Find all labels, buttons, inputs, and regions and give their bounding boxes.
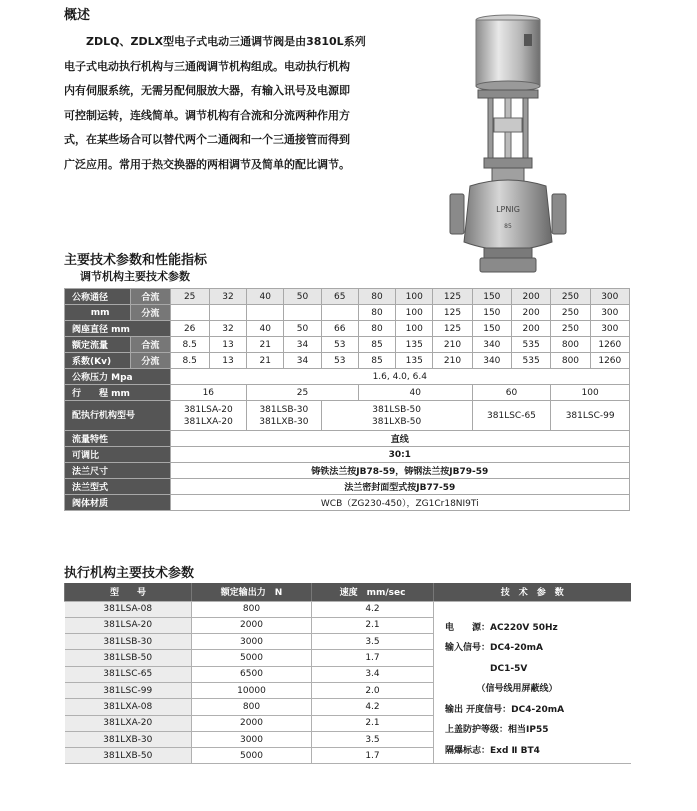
model-cell: 381LXB-30 xyxy=(65,731,192,747)
split-label: 分流 xyxy=(131,305,170,321)
valve-brand-text: LPNIG xyxy=(496,205,520,214)
cell: 340 xyxy=(472,337,511,353)
pressure-value: 1.6, 4.0, 6.4 xyxy=(170,369,629,385)
cell: 80 xyxy=(358,305,395,321)
cell: 26 xyxy=(170,321,209,337)
model-cell: 381LSB-50 xyxy=(65,650,192,666)
tech-subheading: 调节机构主要技术参数 xyxy=(80,270,190,283)
speed-cell: 4.2 xyxy=(312,699,434,715)
cell: 150 xyxy=(472,321,511,337)
cell: 16 xyxy=(170,385,247,401)
actuator-cell: 381LSC-65 xyxy=(472,401,551,431)
model-cell: 381LXA-08 xyxy=(65,699,192,715)
model-cell: 381LSB-30 xyxy=(65,634,192,650)
cell: 100 xyxy=(396,321,433,337)
flow-char-value: 直线 xyxy=(170,431,629,447)
flow-label-1: 额定流量 xyxy=(65,337,131,353)
cell: 135 xyxy=(396,337,433,353)
cell xyxy=(321,305,358,321)
valve-image xyxy=(448,14,578,276)
speed-cell: 4.2 xyxy=(312,601,434,617)
model-cell: 381LSC-65 xyxy=(65,666,192,682)
cell: 21 xyxy=(247,337,284,353)
cell xyxy=(284,305,321,321)
speed-cell: 3.5 xyxy=(312,731,434,747)
model-cell: 381LSA-20 xyxy=(65,617,192,633)
cell: 340 xyxy=(472,353,511,369)
cell: 40 xyxy=(247,289,284,305)
force-cell: 6500 xyxy=(192,666,312,682)
cell xyxy=(170,305,209,321)
merge-label: 合流 xyxy=(131,337,170,353)
table-row xyxy=(65,353,630,369)
param-line: 上盖防护等级：相当IP55 xyxy=(445,725,549,735)
force-cell: 5000 xyxy=(192,650,312,666)
cell: 80 xyxy=(358,321,395,337)
flange-size-value: 铸铁法兰按JB78-59，铸钢法兰按JB79-59 xyxy=(170,463,629,479)
model-cell: 381LSA-08 xyxy=(65,601,192,617)
adjust-label: 可调比 xyxy=(65,447,171,463)
speed-cell: 1.7 xyxy=(312,650,434,666)
cell: 250 xyxy=(551,305,590,321)
cell: 125 xyxy=(433,305,472,321)
actuator-model: 381LXB-50 xyxy=(372,416,422,427)
force-cell: 3000 xyxy=(192,731,312,747)
actuator-model: 381LSA-20 xyxy=(183,404,233,415)
cell: 300 xyxy=(590,321,629,337)
cell: 53 xyxy=(321,353,358,369)
force-cell: 2000 xyxy=(192,715,312,731)
cell: 100 xyxy=(396,289,433,305)
param-line: 输入信号：DC4-20mA xyxy=(445,643,543,653)
cell: 85 xyxy=(358,353,395,369)
force-cell: 800 xyxy=(192,601,312,617)
speed-cell: 2.0 xyxy=(312,682,434,698)
col-model: 型 号 xyxy=(65,583,192,601)
cell: 210 xyxy=(433,337,472,353)
param-line: 隔爆标志：Exd Ⅱ BT4 xyxy=(445,745,540,756)
force-cell: 5000 xyxy=(192,748,312,764)
cell: 150 xyxy=(472,305,511,321)
cell: 250 xyxy=(551,289,590,305)
cell: 200 xyxy=(511,321,550,337)
param-line: 输出 开度信号：DC4-20mA xyxy=(445,704,565,715)
flow-char-label: 流量特性 xyxy=(65,431,171,447)
exec-heading: 执行机构主要技术参数 xyxy=(64,566,195,581)
cell: 200 xyxy=(511,305,550,321)
model-cell: 381LXA-20 xyxy=(65,715,192,731)
cell: 53 xyxy=(321,337,358,353)
cell xyxy=(209,305,246,321)
actuator-cell xyxy=(170,401,247,431)
intro-line: 广泛应用。常用于热交换器的两相调节及简单的配比调节。 xyxy=(64,157,350,171)
table-row xyxy=(65,495,630,511)
cell: 125 xyxy=(433,321,472,337)
table-row xyxy=(65,337,630,353)
cell: 34 xyxy=(284,353,321,369)
cell: 50 xyxy=(284,289,321,305)
table-row xyxy=(65,385,630,401)
force-cell: 3000 xyxy=(192,634,312,650)
cell: 40 xyxy=(358,385,472,401)
col-force: 额定输出力 N xyxy=(192,583,312,601)
force-cell: 800 xyxy=(192,699,312,715)
body-label: 阀体材质 xyxy=(65,495,171,511)
cell: 8.5 xyxy=(170,353,209,369)
stroke-label: 行 程 mm xyxy=(65,385,171,401)
actuator-model: 381LSB-30 xyxy=(259,404,309,415)
cell: 1260 xyxy=(590,337,629,353)
flange-type-value: 法兰密封面型式按JB77-59 xyxy=(170,479,629,495)
actuator-cell xyxy=(321,401,472,431)
cell: 100 xyxy=(551,385,630,401)
cell: 150 xyxy=(472,289,511,305)
cell: 210 xyxy=(433,353,472,369)
table-row xyxy=(65,289,630,305)
model-cell: 381LXB-50 xyxy=(65,748,192,764)
cell: 21 xyxy=(247,353,284,369)
params-cell xyxy=(434,601,631,764)
table-row xyxy=(65,369,630,385)
cell: 50 xyxy=(284,321,321,337)
actuator-label: 配执行机构型号 xyxy=(65,401,171,431)
force-cell: 10000 xyxy=(192,682,312,698)
cell: 32 xyxy=(209,321,246,337)
cell: 800 xyxy=(551,337,590,353)
table-row xyxy=(65,321,630,337)
merge-label: 合流 xyxy=(131,289,170,305)
nominal-unit: mm xyxy=(65,305,131,321)
cell: 8.5 xyxy=(170,337,209,353)
speed-cell: 3.5 xyxy=(312,634,434,650)
valve-spec-table xyxy=(64,288,630,511)
param-line: （信号线用屏蔽线） xyxy=(445,684,558,694)
intro-line: 可控制运转，连线简单。调节机构有合流和分流两种作用方 xyxy=(64,108,350,122)
cell: 13 xyxy=(209,337,246,353)
cell: 300 xyxy=(590,305,629,321)
col-speed: 速度 mm/sec xyxy=(312,583,434,601)
cell: 535 xyxy=(511,337,550,353)
cell: 80 xyxy=(358,289,395,305)
col-params: 技 术 参 数 xyxy=(434,583,631,601)
cell: 13 xyxy=(209,353,246,369)
actuator-cell xyxy=(247,401,322,431)
param-line: DC1-5V xyxy=(445,663,528,674)
cell: 200 xyxy=(511,289,550,305)
cell: 34 xyxy=(284,337,321,353)
cell: 135 xyxy=(396,353,433,369)
cell: 100 xyxy=(396,305,433,321)
cell: 250 xyxy=(551,321,590,337)
speed-cell: 3.4 xyxy=(312,666,434,682)
table-row xyxy=(65,305,630,321)
nominal-label: 公称通径 xyxy=(65,289,131,305)
tech-heading: 主要技术参数和性能指标 xyxy=(64,253,208,268)
cell: 66 xyxy=(321,321,358,337)
actuator-model: 381LXA-20 xyxy=(183,416,233,427)
seat-label: 阀座直径 mm xyxy=(65,321,171,337)
table-row xyxy=(65,447,630,463)
intro-line: 式，在某些场合可以替代两个二通阀和一个三通接管而得到 xyxy=(64,133,350,146)
table-row xyxy=(65,401,630,431)
cell: 125 xyxy=(433,289,472,305)
actuator-spec-table xyxy=(64,583,631,764)
body-value: WCB（ZG230-450），ZG1Cr18NI9Ti xyxy=(170,495,629,511)
cell: 60 xyxy=(472,385,551,401)
param-line: 电 源：AC220V 50Hz xyxy=(445,622,558,633)
intro-text xyxy=(64,30,434,177)
table-row xyxy=(65,479,630,495)
valve-size-text: 85 xyxy=(504,223,512,230)
flange-type-label: 法兰型式 xyxy=(65,479,171,495)
cell xyxy=(247,305,284,321)
cell: 25 xyxy=(247,385,359,401)
table-row xyxy=(65,463,630,479)
cell: 1260 xyxy=(590,353,629,369)
split-label: 分流 xyxy=(131,353,170,369)
intro-line: ZDLQ、ZDLX型电子式电动三通调节阀是由3810L系列 xyxy=(86,35,366,48)
cell: 535 xyxy=(511,353,550,369)
table-row xyxy=(65,431,630,447)
intro-line: 电子式电动执行机构与三通阀调节机构组成。电动执行机构 xyxy=(64,59,350,73)
speed-cell: 2.1 xyxy=(312,715,434,731)
adjust-value: 30:1 xyxy=(170,447,629,463)
intro-line: 内有伺服系统，无需另配伺服放大器，有输入讯号及电源即 xyxy=(64,84,350,97)
cell: 300 xyxy=(590,289,629,305)
cell: 800 xyxy=(551,353,590,369)
overview-heading: 概述 xyxy=(64,8,91,23)
pressure-label: 公称压力 Mpa xyxy=(65,369,171,385)
table-header-row xyxy=(65,583,631,601)
table-row xyxy=(65,601,631,617)
flow-label-2: 系数(Kv) xyxy=(65,353,131,369)
model-cell: 381LSC-99 xyxy=(65,682,192,698)
cell: 32 xyxy=(209,289,246,305)
actuator-model: 381LSB-50 xyxy=(372,404,422,415)
speed-cell: 2.1 xyxy=(312,617,434,633)
actuator-cell: 381LSC-99 xyxy=(551,401,630,431)
cell: 65 xyxy=(321,289,358,305)
actuator-model: 381LXB-30 xyxy=(259,416,309,427)
speed-cell: 1.7 xyxy=(312,748,434,764)
cell: 85 xyxy=(358,337,395,353)
cell: 40 xyxy=(247,321,284,337)
force-cell: 2000 xyxy=(192,617,312,633)
flange-size-label: 法兰尺寸 xyxy=(65,463,171,479)
cell: 25 xyxy=(170,289,209,305)
